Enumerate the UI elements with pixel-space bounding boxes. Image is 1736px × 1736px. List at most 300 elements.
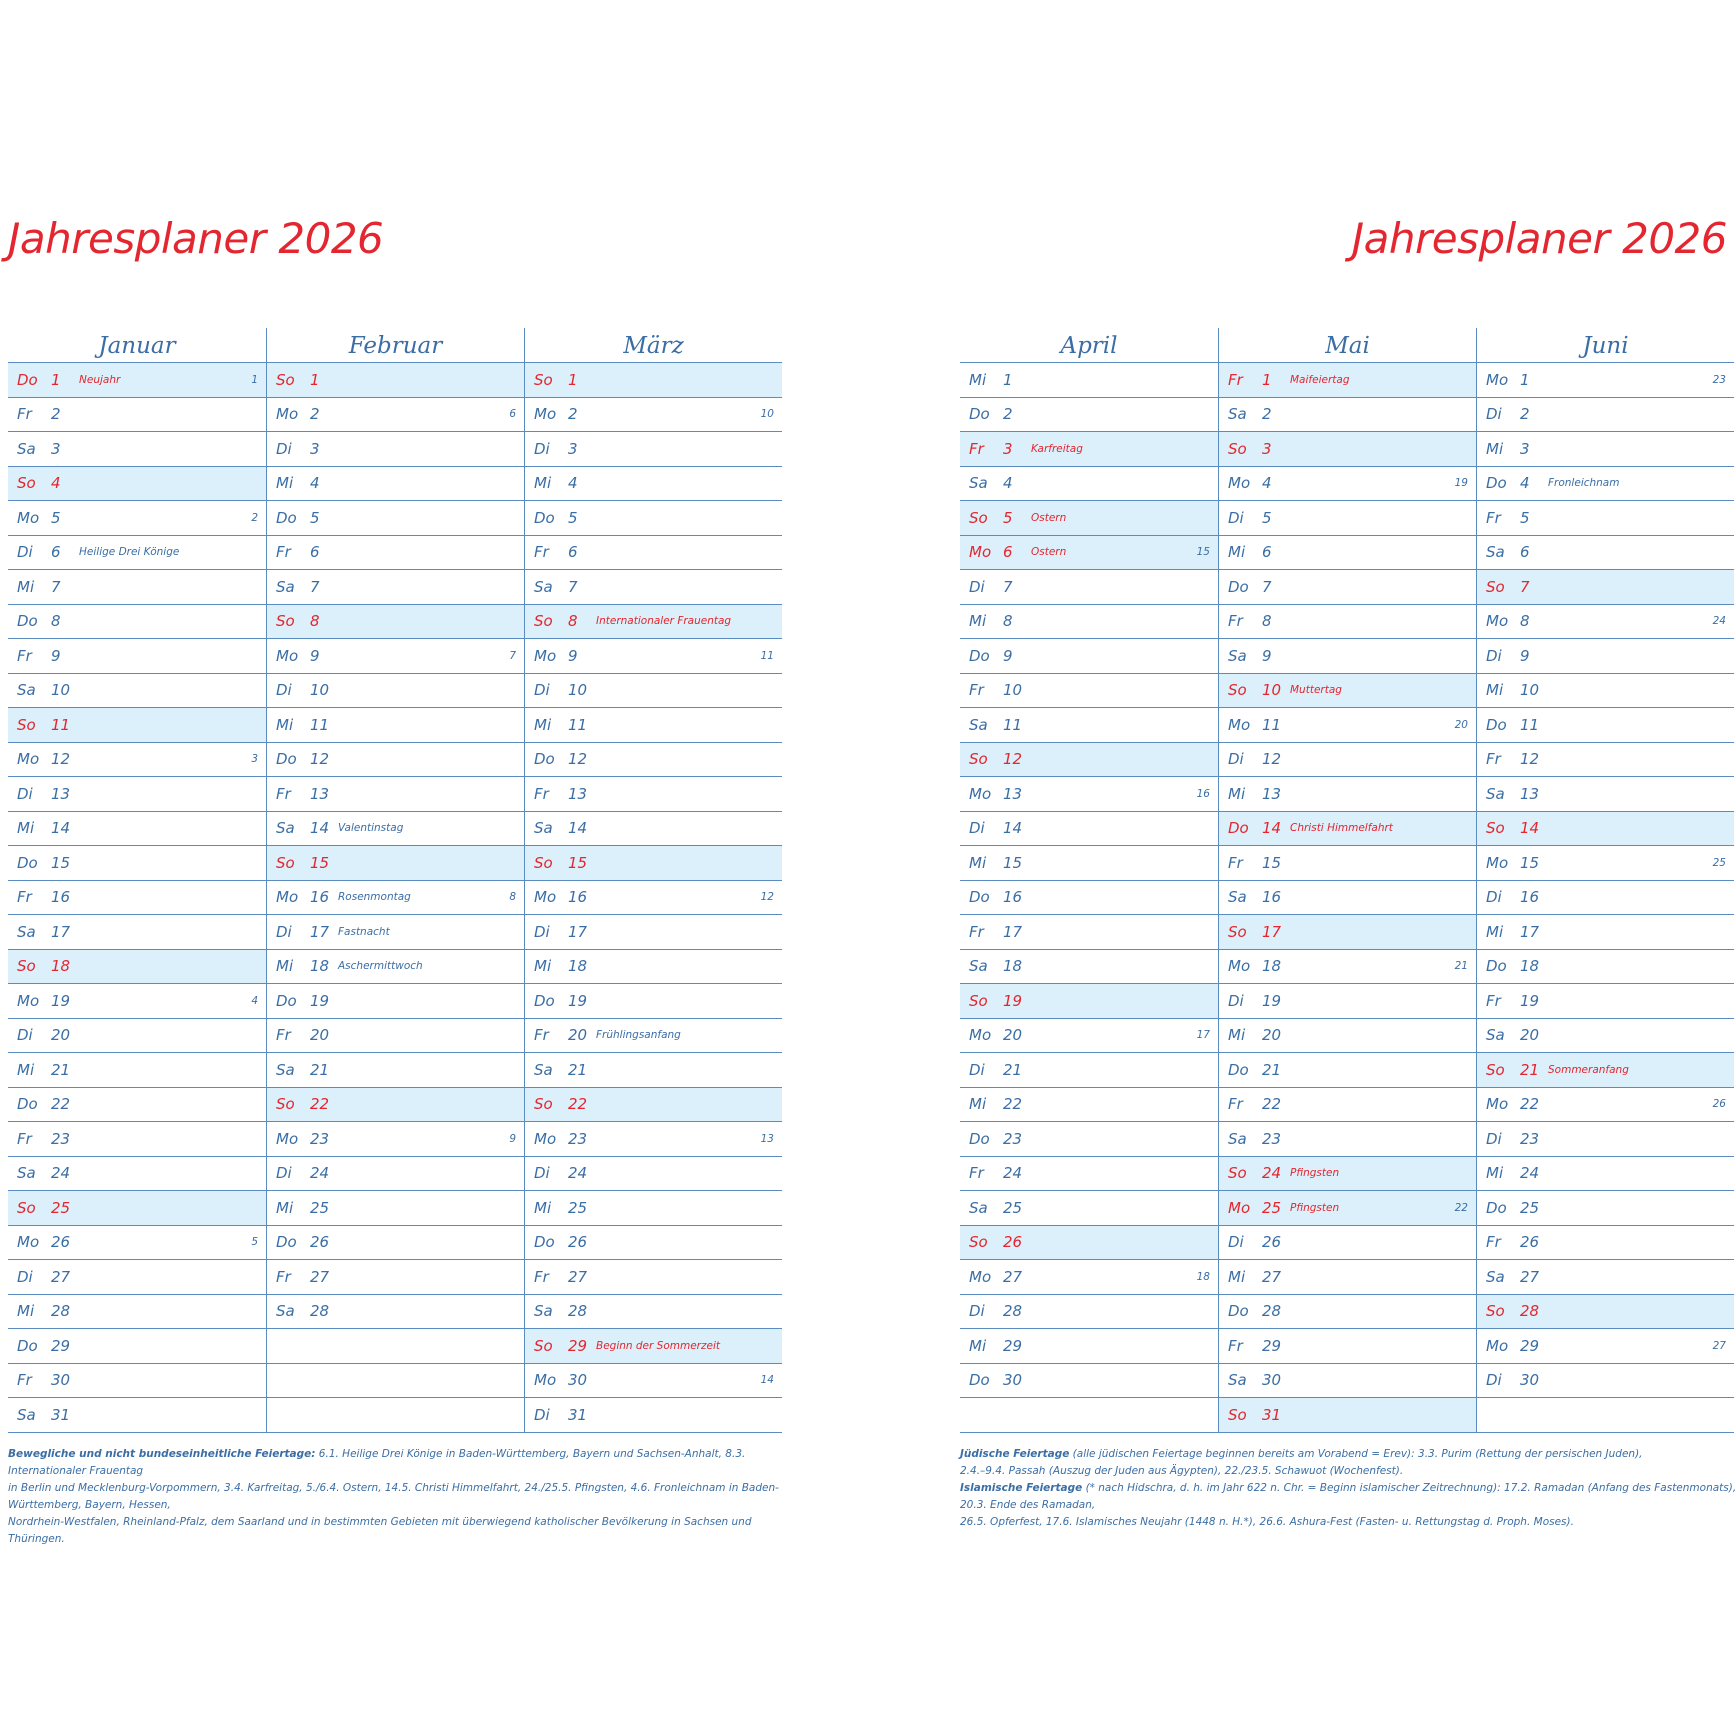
day-row <box>1477 1088 1734 1123</box>
day-row <box>1219 743 1476 778</box>
day-number: 26 <box>310 1233 330 1252</box>
day-row <box>1219 432 1476 467</box>
footnote-text: (* nach Hidschra, d. h. im Jahr 622 n. Chr. = Beginn islamischer Zeitrechnung): 17.2. Ramadan (Anfang des Fastenmonats), 20.3. Ende des Ramadan, <box>960 1482 1736 1511</box>
day-number: 25 <box>310 1198 330 1217</box>
weekday: So <box>969 508 988 527</box>
day-number: 7 <box>1003 577 1013 596</box>
day-number: 17 <box>51 922 71 941</box>
weekday: Fr <box>276 784 291 803</box>
day-number: 12 <box>568 750 588 769</box>
day-row <box>1219 984 1476 1019</box>
day-number: 28 <box>310 1302 330 1321</box>
day-number: 29 <box>51 1336 71 1355</box>
day-number: 16 <box>568 888 588 907</box>
day-row <box>960 881 1218 916</box>
day-row <box>1477 1053 1734 1088</box>
weekday: So <box>534 853 553 872</box>
month-column <box>1218 328 1476 1433</box>
day-row <box>8 846 266 881</box>
day-number: 13 <box>51 784 71 803</box>
weekday: Fr <box>17 1371 32 1390</box>
holiday-note: Internationaler Frauentag <box>596 615 732 628</box>
weekday: Fr <box>969 922 984 941</box>
day-number: 19 <box>1520 991 1540 1010</box>
day-row <box>525 1053 782 1088</box>
day-number: 13 <box>1003 784 1023 803</box>
day-row <box>267 743 524 778</box>
weekday: Do <box>1228 819 1249 838</box>
weekday: Fr <box>1486 508 1501 527</box>
day-row <box>1477 1295 1734 1330</box>
day-row <box>267 708 524 743</box>
holiday-note: Beginn der Sommerzeit <box>596 1339 721 1352</box>
day-number: 4 <box>1520 474 1530 493</box>
day-row <box>1219 1364 1476 1399</box>
day-number: 16 <box>1003 888 1023 907</box>
holiday-note: Ostern <box>1031 546 1067 559</box>
weekday: Di <box>276 439 292 458</box>
weekday: Sa <box>969 957 988 976</box>
day-row <box>8 915 266 950</box>
weekday: Do <box>1486 957 1507 976</box>
day-number: 6 <box>1003 543 1013 562</box>
weekday: Mi <box>1486 1164 1504 1183</box>
day-row <box>1219 536 1476 571</box>
day-row <box>525 1260 782 1295</box>
day-row <box>267 536 524 571</box>
day-row <box>267 1295 524 1330</box>
day-number: 25 <box>568 1198 588 1217</box>
day-number: 11 <box>310 715 330 734</box>
weekday: Mi <box>1486 922 1504 941</box>
day-number: 26 <box>1262 1233 1282 1252</box>
weekday: Do <box>534 1233 555 1252</box>
day-row <box>525 363 782 398</box>
day-number: 3 <box>1003 439 1013 458</box>
day-number: 22 <box>310 1095 330 1114</box>
day-number: 15 <box>1520 853 1540 872</box>
month-header: Januar <box>8 328 266 363</box>
weekday: Mi <box>276 957 294 976</box>
week-number: 26 <box>1712 1098 1726 1111</box>
weekday: Mo <box>1228 474 1251 493</box>
weekday: Mo <box>1486 853 1509 872</box>
weekday: Mo <box>1486 1336 1509 1355</box>
month-header: April <box>960 328 1218 363</box>
weekday: Sa <box>534 1060 553 1079</box>
day-row <box>8 1157 266 1192</box>
weekday: Sa <box>1228 646 1247 665</box>
day-number: 8 <box>1262 612 1272 631</box>
day-row <box>1219 812 1476 847</box>
weekday: Mo <box>276 888 299 907</box>
weekday: Sa <box>1228 1371 1247 1390</box>
weekday: Sa <box>276 1060 295 1079</box>
day-number: 21 <box>1262 1060 1282 1079</box>
day-number: 3 <box>310 439 320 458</box>
day-number: 22 <box>1262 1095 1282 1114</box>
day-number: 20 <box>310 1026 330 1045</box>
day-number: 7 <box>1262 577 1272 596</box>
weekday: Mi <box>1228 543 1246 562</box>
day-row <box>1219 639 1476 674</box>
weekday: So <box>1486 1060 1505 1079</box>
day-row <box>8 1019 266 1054</box>
weekday: Mo <box>534 405 557 424</box>
weekday: Mi <box>1486 439 1504 458</box>
weekday: Do <box>969 888 990 907</box>
day-row <box>8 605 266 640</box>
weekday: Di <box>1228 991 1244 1010</box>
weekday: Do <box>1486 715 1507 734</box>
day-number: 9 <box>1003 646 1013 665</box>
holiday-note: Sommeranfang <box>1548 1063 1629 1076</box>
day-number: 17 <box>1262 922 1282 941</box>
day-number: 3 <box>1520 439 1530 458</box>
day-number: 6 <box>1262 543 1272 562</box>
week-number: 13 <box>760 1132 774 1145</box>
day-number: 26 <box>568 1233 588 1252</box>
day-number: 14 <box>51 819 71 838</box>
day-number: 5 <box>51 508 61 527</box>
day-row <box>1477 467 1734 502</box>
weekday: Do <box>969 405 990 424</box>
weekday: Mi <box>969 853 987 872</box>
day-number: 18 <box>1520 957 1540 976</box>
day-row <box>8 1295 266 1330</box>
day-number: 9 <box>568 646 578 665</box>
weekday: So <box>1228 1405 1247 1424</box>
weekday: Sa <box>1228 405 1247 424</box>
day-number: 23 <box>1003 1129 1023 1148</box>
day-row <box>1477 1260 1734 1295</box>
day-row <box>1477 915 1734 950</box>
weekday: So <box>534 370 553 389</box>
weekday: Sa <box>1486 543 1505 562</box>
day-row <box>8 570 266 605</box>
day-row <box>1477 777 1734 812</box>
day-number: 11 <box>568 715 588 734</box>
day-row <box>8 501 266 536</box>
day-number: 15 <box>51 853 71 872</box>
day-row <box>525 639 782 674</box>
day-row <box>267 1088 524 1123</box>
holiday-note: Fastnacht <box>338 925 390 938</box>
day-row <box>525 536 782 571</box>
day-number: 11 <box>1520 715 1540 734</box>
day-row <box>525 1364 782 1399</box>
day-number: 4 <box>1262 474 1272 493</box>
day-row <box>525 1088 782 1123</box>
weekday: Mo <box>1486 370 1509 389</box>
calendar-page-left <box>8 328 783 1433</box>
footnote-line <box>960 1514 1736 1531</box>
weekday: Fr <box>534 784 549 803</box>
day-row <box>267 432 524 467</box>
day-row <box>8 1226 266 1261</box>
day-row <box>8 639 266 674</box>
day-row <box>267 639 524 674</box>
day-number: 2 <box>1262 405 1272 424</box>
weekday: Fr <box>1486 750 1501 769</box>
weekday: Mo <box>17 750 40 769</box>
day-row <box>1219 1053 1476 1088</box>
day-row <box>267 812 524 847</box>
weekday: Di <box>276 681 292 700</box>
day-row <box>525 1295 782 1330</box>
day-number: 1 <box>1003 370 1013 389</box>
weekday: So <box>276 612 295 631</box>
day-row <box>8 432 266 467</box>
day-row <box>267 777 524 812</box>
holiday-note: Muttertag <box>1290 684 1342 697</box>
day-number: 13 <box>568 784 588 803</box>
footnote-line <box>8 1480 788 1514</box>
month-header: März <box>525 328 782 363</box>
day-row <box>525 950 782 985</box>
weekday: Sa <box>17 681 36 700</box>
weekday: So <box>1228 439 1247 458</box>
day-number: 2 <box>1520 405 1530 424</box>
weekday: So <box>969 750 988 769</box>
weekday: Sa <box>534 577 553 596</box>
day-row <box>525 674 782 709</box>
weekday: Mi <box>534 957 552 976</box>
holiday-note: Pfingsten <box>1290 1201 1340 1214</box>
weekday: So <box>1228 1164 1247 1183</box>
day-number: 28 <box>51 1302 71 1321</box>
day-row <box>1477 1019 1734 1054</box>
weekday: Di <box>969 1060 985 1079</box>
day-number: 24 <box>1520 1164 1540 1183</box>
day-number: 27 <box>310 1267 330 1286</box>
day-row <box>8 363 266 398</box>
weekday: Mi <box>276 1198 294 1217</box>
day-row <box>1219 398 1476 433</box>
weekday: Di <box>534 681 550 700</box>
day-number: 22 <box>1520 1095 1540 1114</box>
day-number: 11 <box>1003 715 1023 734</box>
weekday: So <box>17 957 36 976</box>
day-row <box>960 1088 1218 1123</box>
day-number: 7 <box>568 577 578 596</box>
day-row <box>1219 846 1476 881</box>
day-number: 21 <box>568 1060 588 1079</box>
day-row <box>1219 950 1476 985</box>
day-row <box>525 467 782 502</box>
day-number: 3 <box>568 439 578 458</box>
day-row <box>525 570 782 605</box>
day-row <box>1477 639 1734 674</box>
day-row <box>1219 1226 1476 1261</box>
day-number: 17 <box>1003 922 1023 941</box>
week-number: 19 <box>1454 477 1468 490</box>
weekday: Sa <box>969 474 988 493</box>
weekday: Mo <box>534 888 557 907</box>
day-number: 5 <box>1520 508 1530 527</box>
weekday: Mo <box>1228 957 1251 976</box>
weekday: Mi <box>969 1095 987 1114</box>
day-row <box>267 1260 524 1295</box>
weekday: So <box>276 370 295 389</box>
week-number: 16 <box>1196 787 1210 800</box>
day-row <box>8 467 266 502</box>
weekday: Do <box>969 1129 990 1148</box>
holiday-note: Ostern <box>1031 511 1067 524</box>
day-row <box>1477 501 1734 536</box>
day-number: 31 <box>1262 1405 1282 1424</box>
day-number: 10 <box>1520 681 1540 700</box>
weekday: Mo <box>969 784 992 803</box>
day-row <box>1477 536 1734 571</box>
day-row <box>1219 501 1476 536</box>
weekday: Di <box>1228 750 1244 769</box>
day-row <box>267 1226 524 1261</box>
weekday: Do <box>17 612 38 631</box>
day-row <box>960 846 1218 881</box>
day-row <box>267 915 524 950</box>
weekday: Mo <box>1486 612 1509 631</box>
weekday: Di <box>1486 888 1502 907</box>
day-row <box>1219 1398 1476 1433</box>
day-row <box>525 846 782 881</box>
month-column <box>524 328 782 1433</box>
weekday: Mi <box>1228 784 1246 803</box>
day-row <box>1219 467 1476 502</box>
day-row <box>960 501 1218 536</box>
day-number: 9 <box>310 646 320 665</box>
day-row <box>1477 708 1734 743</box>
weekday: So <box>1228 681 1247 700</box>
weekday: Do <box>1228 1302 1249 1321</box>
day-number: 14 <box>1003 819 1023 838</box>
day-row <box>1219 777 1476 812</box>
day-number: 14 <box>568 819 588 838</box>
day-row <box>525 1019 782 1054</box>
day-row <box>267 605 524 640</box>
day-row <box>267 1191 524 1226</box>
weekday: Do <box>276 750 297 769</box>
day-row <box>960 812 1218 847</box>
week-number: 22 <box>1454 1201 1468 1214</box>
weekday: Fr <box>534 1026 549 1045</box>
day-number: 25 <box>1520 1198 1540 1217</box>
day-row <box>525 881 782 916</box>
weekday: Di <box>534 1405 550 1424</box>
day-row <box>1477 1364 1734 1399</box>
month-column <box>266 328 524 1433</box>
weekday: Mi <box>276 474 294 493</box>
empty-row <box>1477 1398 1734 1433</box>
weekday: Do <box>1486 1198 1507 1217</box>
day-row <box>8 812 266 847</box>
weekday: Fr <box>1228 1336 1243 1355</box>
day-row <box>1219 708 1476 743</box>
day-number: 2 <box>51 405 61 424</box>
day-row <box>960 1260 1218 1295</box>
day-number: 16 <box>1262 888 1282 907</box>
weekday: Mi <box>17 1302 35 1321</box>
week-number: 24 <box>1712 615 1726 628</box>
weekday: So <box>1228 922 1247 941</box>
holiday-note: Maifeiertag <box>1290 373 1350 386</box>
day-number: 12 <box>310 750 330 769</box>
day-number: 28 <box>1520 1302 1540 1321</box>
day-number: 25 <box>1262 1198 1282 1217</box>
day-row <box>8 984 266 1019</box>
day-row <box>8 777 266 812</box>
weekday: Fr <box>1486 1233 1501 1252</box>
day-row <box>525 984 782 1019</box>
day-number: 19 <box>1262 991 1282 1010</box>
day-number: 6 <box>568 543 578 562</box>
week-number: 3 <box>251 753 258 766</box>
day-row <box>1219 1260 1476 1295</box>
day-number: 27 <box>51 1267 71 1286</box>
day-row <box>525 1226 782 1261</box>
day-row <box>8 1191 266 1226</box>
weekday: Di <box>534 1164 550 1183</box>
day-number: 27 <box>568 1267 588 1286</box>
day-number: 7 <box>51 577 61 596</box>
weekday: Mi <box>17 819 35 838</box>
day-number: 15 <box>568 853 588 872</box>
weekday: Di <box>1486 1129 1502 1148</box>
week-number: 20 <box>1454 718 1468 731</box>
day-number: 13 <box>310 784 330 803</box>
weekday: Fr <box>969 1164 984 1183</box>
weekday: Di <box>969 577 985 596</box>
weekday: Mi <box>969 1336 987 1355</box>
week-number: 18 <box>1196 1270 1210 1283</box>
day-number: 20 <box>568 1026 588 1045</box>
day-number: 19 <box>1003 991 1023 1010</box>
day-number: 30 <box>1003 1371 1023 1390</box>
footnote-text: (alle jüdischen Feiertage beginnen bereits am Vorabend = Erev): 3.3. Purim (Rettung der persischen Juden), <box>1069 1448 1643 1460</box>
day-number: 19 <box>51 991 71 1010</box>
day-number: 25 <box>51 1198 71 1217</box>
day-row <box>1219 605 1476 640</box>
weekday: Do <box>1486 474 1507 493</box>
day-number: 1 <box>1520 370 1530 389</box>
weekday: Mo <box>276 646 299 665</box>
weekday: Do <box>17 370 38 389</box>
day-row <box>1477 1191 1734 1226</box>
day-row <box>960 1295 1218 1330</box>
day-row <box>1477 674 1734 709</box>
day-number: 24 <box>1262 1164 1282 1183</box>
day-number: 16 <box>51 888 71 907</box>
day-row <box>960 1329 1218 1364</box>
weekday: Mi <box>534 1198 552 1217</box>
day-row <box>267 363 524 398</box>
day-number: 28 <box>1262 1302 1282 1321</box>
day-number: 26 <box>51 1233 71 1252</box>
weekday: Fr <box>1228 370 1243 389</box>
day-row <box>267 1122 524 1157</box>
month-column <box>1476 328 1734 1433</box>
weekday: Fr <box>1228 853 1243 872</box>
weekday: Fr <box>969 439 984 458</box>
weekday: Sa <box>534 819 553 838</box>
weekday: Di <box>276 922 292 941</box>
weekday: Mo <box>276 1129 299 1148</box>
day-number: 1 <box>568 370 578 389</box>
week-number: 12 <box>760 891 774 904</box>
calendar-page-right <box>960 328 1735 1433</box>
day-number: 23 <box>568 1129 588 1148</box>
day-row <box>525 812 782 847</box>
